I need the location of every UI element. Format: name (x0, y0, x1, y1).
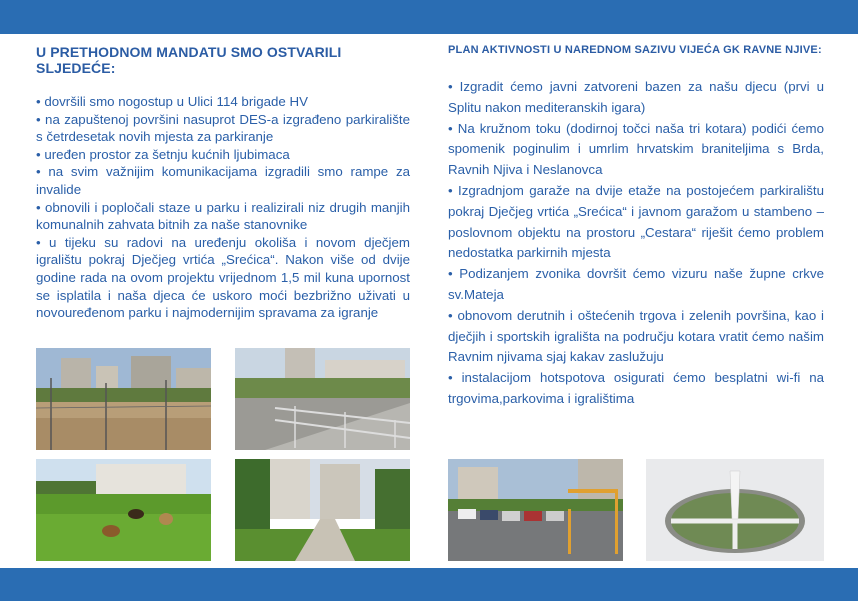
list-item: • Izgradnjom garaže na dvije etaže na postojećem parkiralištu pokraj Dječjeg vrtića „Srećica“ i javnom garažom u stambeno – poslovnom objektu na prostoru „Cestara“ riješit ćemo problem nedostatka parkirnih mjesta (448, 182, 824, 261)
list-item: • Podizanjem zvonika dovršit ćemo vizuru naše župne crkve sv.Mateja (448, 266, 824, 302)
list-item: • obnovom derutnih i oštećenih trgova i zelenih površina, kao i dječjih i sportskih igrališta na području kotara vratit ćemo našim Ravnim njivama sjaj kakav zaslužuju (448, 307, 824, 365)
photo-monument-render (646, 459, 824, 561)
bottom-banner (0, 568, 858, 601)
list-item: • na svim važnijim komunikacijama izgradili smo rampe za invalide (36, 164, 410, 197)
list-item: • uređen prostor za šetnju kućnih ljubimaca (36, 146, 290, 162)
left-column (36, 44, 410, 322)
right-heading: PLAN AKTIVNOSTI U NAREDNOM SAZIVU VIJEĆA GK RAVNE NJIVE: (448, 44, 822, 56)
list-item: • na zapuštenoj površini nasuprot DES-a izgrađeno parkiralište s četrdesetak novih mjesta za parkiranje (36, 111, 410, 145)
photo-ramp-railing (235, 348, 410, 450)
photo-dog-park (36, 459, 211, 561)
list-item: • Na kružnom toku (dodirnoj točci naša tri kotara) podići ćemo spomenik poginulim i umrlim hrvatskim braniteljima s Brda, Ravnih Njiva i Neslanovca (448, 120, 824, 178)
list-item: • instalacijom hotspotova osigurati ćemo besplatni wi-fi na trgovima,parkovima i igralištima (448, 370, 824, 406)
list-item: • dovršili smo nogostup u Ulici 114 brigade HV (36, 94, 308, 109)
photo-parking-lot (448, 459, 623, 561)
list-item: • u tijeku su radovi na uređenju okoliša i novom dječjem igralištu pokraj Dječjeg vrtića „Srećica“. Nakon više od dvije godine rada na ovom projektu vrijednom 1,5 mil kuna upornost se isplatila i naša djeca će uskoro moći bezbrižno uživati u novouređenom parku i najmodernijim spravama za igranje (36, 234, 410, 321)
top-banner (0, 0, 858, 34)
photo-park-path (235, 459, 410, 561)
photo-construction-site (36, 348, 211, 450)
left-heading: U PRETHODNOM MANDATU SMO OSTVARILI SLJEDEĆE: (36, 44, 342, 76)
list-item: • obnovili i popločali staze u parku i realizirali niz drugih manjih komunalnih zahvata bitnih za naše stanovnike (36, 199, 410, 233)
left-list (36, 93, 410, 322)
right-column (448, 44, 824, 410)
list-item: • Izgradit ćemo javni zatvoreni bazen za našu djecu (prvi u Splitu nakon mediteranskih igara) (448, 79, 824, 115)
right-list (448, 77, 824, 410)
